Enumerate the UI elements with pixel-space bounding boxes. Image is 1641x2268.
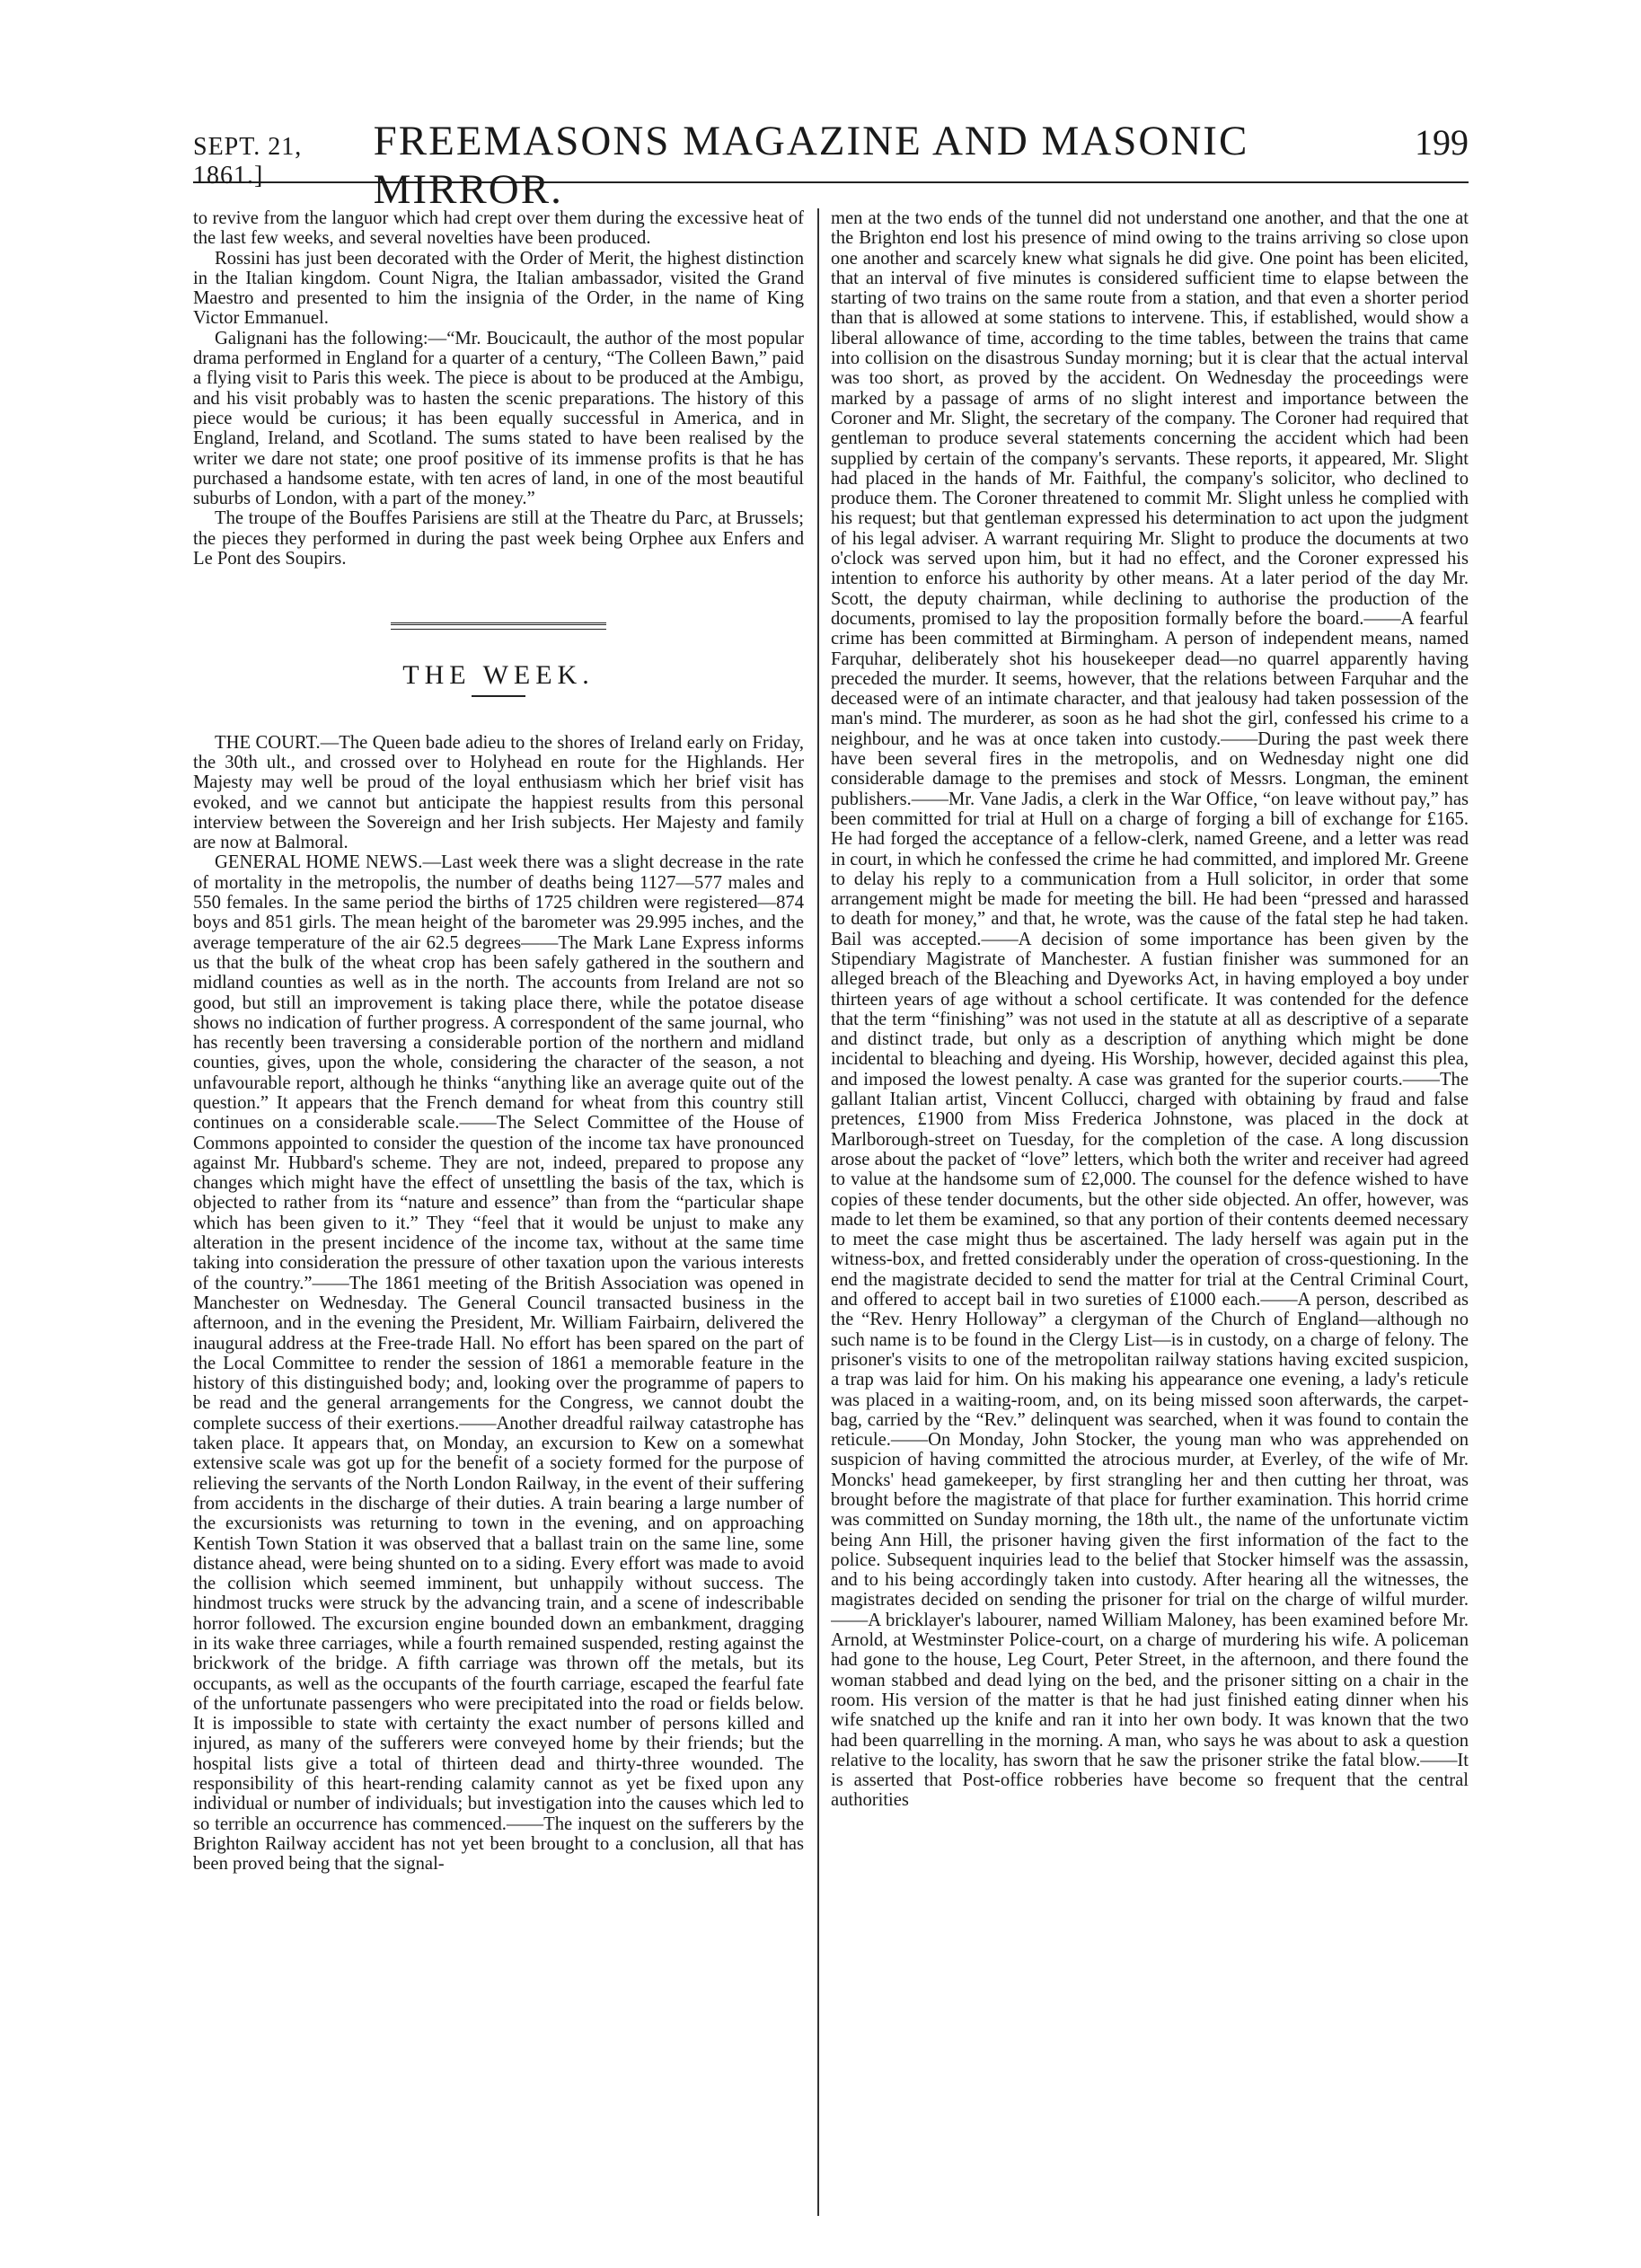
header-date: SEPT. 21, 1861.] [193,133,303,190]
news-paragraph-home-news: GENERAL HOME NEWS.—Last week there was a slight decrease in the rate of mortality in the metropolis, the number of deaths being 1127—577 males and 550 females. In the same period the births of 1725 children were registered—874 boys and 851 girls. The mean height of the barometer was 29.995 inches, and the average temperature of the air 62.5 degrees——The Mark Lane Express informs us that the bulk of the wheat crop has been safely gathered in the southern and midland counties as well as in the north. The accounts from Ireland are not so good, but still an improvement is taking place there, while the potatoe disease shows no indication of further progress. A correspondent of the same journal, who has recently been traversing a considerable portion of the northern and midland counties, gives, upon the whole, considering the character of the season, a not unfavourable report, although he thinks “anything like an average quite out of the question.” It appears that the French demand for wheat from this country still continues on a considerable scale.——The Select Committee of the House of Commons appointed to consider the question of the income tax have pronounced against Mr. Hubbard's scheme. They are not, indeed, prepared to propose any changes which might have the effect of unsettling the basis of the tax, which is objected to rather from its “nature and essence” than from the “particular shape which has been given to it.” They “feel that it would be unjust to make any alteration in the present incidence of the income tax, without at the same time taking into consideration the pressure of other taxation upon the various interests of the country.”——The 1861 meeting of the British Association was opened in Manchester on Wednesday. The General Council transacted business in the afternoon, and in the evening the President, Mr. William Fairbairn, delivered the inaugural address at the Free-trade Hall. No effort has been spared on the part of the Local Committee to render the session of 1861 a memorable feature in the history of this distinguished body; and, looking over the programme of papers to be read and the general arrangements for the Congress, we cannot doubt the complete success of their exertions.——Another dreadful railway catastrophe has taken place. It appears that, on Monday, an excursion to Kew on a somewhat extensive scale was got up for the benefit of a society formed for the purpose of relieving the servants of the North London Railway, in the event of their suffering from accidents in the discharge of their duties. A train bearing a large number of the excursionists was returning to town in the evening, and on approaching Kentish Town Station it was observed that a ballast train on the same line, some distance ahead, were being shunted on to a siding. Every effort was made to avoid the collision which seemed imminent, but unhappily without success. The hindmost trucks were struck by the advancing train, and a scene of indescribable horror followed. The excursion engine bounded down an embankment, dragging in its wake three carriages, while a fourth remained suspended, resting against the brickwork of the bridge. A fifth carriage was thrown off the metals, but its occupants, as well as the occupants of the fourth carriage, escaped the fearful fate of the unfortunate passengers who were precipitated into the road or fields below. It is impossible to state with certainty the exact number of persons killed and injured, as many of the sufferers were conveyed home by their friends; but the hospital lists give a total of thirteen dead and thirty-three wounded. The responsibility of this heart-rending calamity cannot as yet be fixed upon any individual or number of individuals; but investigation into the causes which led to so terrible an occurrence has commenced.——The inquest on the sufferers by the Brighton Railway accident has not yet been brought to a conclusion, all that has been proved being that the signal- [193,852,804,1875]
page-number: 199 [1415,122,1469,163]
page-header [193,117,1469,213]
masthead-title: FREEMASONS MAGAZINE AND MASONIC MIRROR. [373,118,1249,213]
section-divider [391,622,606,630]
article-paragraph: Galignani has the following:—“Mr. Boucicault, the author of the most popular drama performed in England for a quarter of a century, “The Colleen Bawn,” paid a flying visit to Paris this week. The piece is about to be produced at the Ambigu, and his visit probably was to hasten the scenic preparations. The history of this piece would be curious; it has been equally successful in America, and in England, Ireland, and Scotland. The sums stated to have been realised by the writer we dare not state; one proof positive of its immense profits is that he has purchased a handsome estate, with ten acres of land, in one of the most beautiful suburbs of London, with a part of the money.” [193,328,804,509]
article-paragraph: Rossini has just been decorated with the Order of Merit, the highest distinction in the Italian kingdom. Count Nigra, the Italian ambassador, visited the Grand Maestro and presented to him the insignia of the Order, in the name of King Victor Emmanuel. [193,248,804,329]
column-divider [817,208,819,2216]
section-title-underline [472,695,525,697]
article-paragraph: The troupe of the Bouffes Parisiens are still at the Theatre du Parc, at Brussels; the pieces they performed in during the past week being Orphee aux Enfers and Le Pont des Soupirs. [193,508,804,569]
section-title: THE WEEK. [402,660,595,691]
right-column [831,208,1469,2216]
news-paragraph-continued: men at the two ends of the tunnel did not understand one another, and that the one at the Brighton end lost his presence of mind owing to the trains arriving so close upon one another and scarcely knew what signals he did give. One point has been elicited, that an interval of five minutes is considered sufficient time to elapse between the starting of two trains on the same route from a station, and that even a shorter period than that is allowed at some stations to intervene. This, if established, would show a liberal allowance of time, according to the time tables, between the trains that came into collision on the disastrous Sunday morning; but it is clear that the actual interval was too short, as proved by the accident. On Wednesday the proceedings were marked by a passage of arms of no slight interest and importance between the Coroner and Mr. Slight, the secretary of the company. The Coroner had required that gentleman to produce several statements concerning the accident which had been supplied by certain of the company's servants. These reports, it appeared, Mr. Slight had placed in the hands of Mr. Faithful, the company's solicitor, who declined to produce them. The Coroner threatened to commit Mr. Slight unless he complied with his request; but that gentleman expressed his determination to act upon the judgment of his legal adviser. A warrant requiring Mr. Slight to produce the documents at two o'clock was served upon him, but it had no effect, and the Coroner expressed his intention to enforce his authority by other means. At a later period of the day Mr. Scott, the deputy chairman, while declining to authorise the production of the documents, promised to lay the proposition formally before the board.——A fearful crime has been committed at Birmingham. A person of independent means, named Farquhar, deliberately shot his housekeeper dead—no quarrel apparently having preceded the murder. It seems, however, that the relations between Farquhar and the deceased were of an intimate character, and that jealousy had taken possession of the man's mind. The murderer, as soon as he had shot the girl, confessed his crime to a neighbour, and he was at once taken into custody.——During the past week there have been several fires in the metropolis, and on Wednesday night one did considerable damage to the premises and stock of Messrs. Longman, the eminent publishers.——Mr. Vane Jadis, a clerk in the War Office, “on leave without pay,” has been committed for trial at Hull on a charge of forging a bill of exchange for £165. He had forged the acceptance of a fellow-clerk, named Greene, and a letter was read in court, in which he confessed the crime he had committed, and implored Mr. Greene to delay his reply to a communication from a Hull solicitor, in order that some arrangement might be made for meeting the bill. He had been “pressed and harassed to death for money,” and that, he wrote, was the cause of the fatal step he had taken. Bail was accepted.——A decision of some importance has been given by the Stipendiary Magistrate of Manchester. A fustian finisher was summoned for an alleged breach of the Bleaching and Dyeworks Act, in having employed a boy under thirteen years of age without a school certificate. It was contended for the defence that the term “finishing” was not used in the statute at all as descriptive of a separate and distinct trade, but only as a description of anything which might be done incidental to bleaching and dyeing. His Worship, however, decided against this plea, and imposed the lowest penalty. A case was granted for the superior courts.——The gallant Italian artist, Vincent Collucci, charged with obtaining by fraud and false pretences, £1900 from Miss Frederica Johnstone, was placed in the dock at Marlborough-street on Tuesday, for the completion of the case. A long discussion arose about the packet of “love” letters, which both the writer and receiver had agreed to value at the handsome sum of £2,000. The counsel for the defence wished to have copies of these tender documents, but the other side objected. An offer, however, was made to let them be examined, so that any portion of their contents deemed necessary to meet the case might thus be ascertained. The lady herself was again put in the witness-box, and fretted considerably under the operation of cross-questioning. In the end the magistrate decided to send the matter for trial at the Central Criminal Court, and offered to accept bail in two sureties of £1000 each.——A person, described as the “Rev. Henry Holloway” a clergyman of the Church of England—although no such name is to be found in the Clergy List—is in custody, on a charge of felony. The prisoner's visits to one of the metropolitan railway stations having excited suspicion, a trap was laid for him. On his making his appearance one evening, a lady's reticule was placed in a waiting-room, and, on its being missed soon afterwards, the carpet-bag, carried by the “Rev.” delinquent was searched, when it was found to contain the reticule.——On Monday, John Stocker, the young man who was apprehended on suspicion of having committed the atrocious murder, at Everley, of the wife of Mr. Moncks' head gamekeeper, by first strangling her and then cutting her throat, was brought before the magistrate of that place for further examination. This horrid crime was committed on Sunday morning, the 18th ult., the name of the unfortunate victim being Ann Hill, the prisoner having given the first information of the fact to the police. Subsequent inquiries lead to the belief that Stocker himself was the assassin, and to his being accordingly taken into custody. After hearing all the witnesses, the magistrates decided on sending the prisoner for trial on the charge of wilful murder.——A bricklayer's labourer, named William Maloney, has been examined before Mr. Arnold, at Westminster Police-court, on a charge of murdering his wife. A policeman had gone to the house, Leg Court, Peter Street, in the afternoon, and there found the woman stabbed and dead lying on the bed, and the prisoner sitting on a chair in the room. His version of the matter is that he had just finished eating dinner when his wife snatched up the knife and ran it into her own body. It was known that the two had been quarrelling in the morning. A man, who says he was about to ask a question relative to the locality, has sworn that he saw the prisoner strike the fatal blow.——It is asserted that Post-office robberies have become so frequent that the central authorities [831,208,1469,1811]
article-paragraph: to revive from the languor which had crept over them during the excessive heat of the last few weeks, and several novelties have been produced. [193,208,804,249]
left-column [193,208,804,2216]
news-paragraph-court: THE COURT.—The Queen bade adieu to the shores of Ireland early on Friday, the 30th ult., and crossed over to Holyhead en route for the Highlands. Her Majesty may well be proud of the loyal enthusiasm which her brief visit has evoked, and we cannot but anticipate the happiest results from this personal interview between the Sovereign and her Irish subjects. Her Majesty and family are now at Balmoral. [193,732,804,853]
